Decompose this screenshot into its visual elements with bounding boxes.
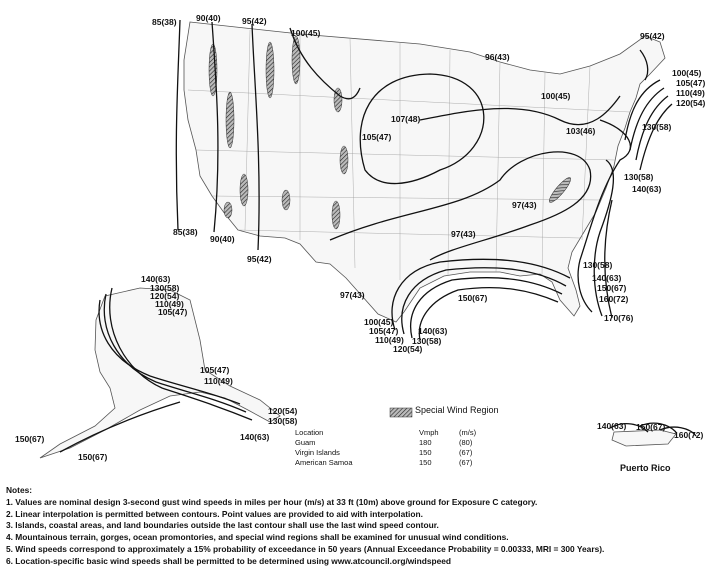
contour-label: 100(45) — [364, 317, 394, 327]
table-header-row — [295, 428, 482, 438]
note-item: 6. Location-specific basic wind speeds shall be permitted to be determined using www.atcouncil.org/windspeed — [6, 555, 452, 566]
contour-label: 170(76) — [604, 313, 634, 323]
table-cell: American Samoa — [295, 458, 353, 467]
contour-label: 85(38) — [152, 17, 177, 27]
contour-label: 105(47) — [369, 326, 399, 336]
contour-label: 150(67) — [636, 422, 666, 432]
contour-label: 105(47) — [676, 78, 706, 88]
contour-label: 100(45) — [541, 91, 571, 101]
contour-label: 150(67) — [597, 283, 627, 293]
contour-label: 140(63) — [141, 274, 171, 284]
contour-label: 85(38) — [173, 227, 198, 237]
contour-label: 130(58) — [642, 122, 672, 132]
contour-label: 140(63) — [240, 432, 270, 442]
contour-label: 160(72) — [674, 430, 704, 440]
contour-label: 110(49) — [375, 335, 404, 345]
table-cell: Guam — [295, 438, 316, 447]
table-row — [295, 448, 482, 458]
table-header: (m/s) — [459, 428, 477, 437]
contour-label: 160(72) — [599, 294, 629, 304]
contour-label: 100(45) — [291, 28, 321, 38]
table-cell: (67) — [459, 458, 473, 467]
note-item: 1. Values are nominal design 3-second gust wind speeds in miles per hour (m/s) at 33 ft (10m) above ground for Exposure C category. — [6, 496, 538, 507]
legend-swatch — [387, 406, 409, 415]
table-cell: 150 — [419, 448, 432, 457]
contour-label: 130(58) — [150, 283, 180, 293]
contour-label: 130(58) — [624, 172, 654, 182]
table-row — [295, 438, 482, 448]
contour-label: 150(67) — [78, 452, 108, 462]
legend — [387, 405, 499, 415]
contour-label: 140(63) — [597, 421, 627, 431]
contour-label: 105(47) — [158, 307, 188, 317]
contour-label: 110(49) — [204, 376, 233, 386]
contour-label: 110(49) — [155, 299, 184, 309]
contour-label: 110(49) — [676, 88, 705, 98]
contour-label: 120(54) — [676, 98, 706, 108]
territories-table — [295, 428, 482, 468]
contour-label: 95(42) — [247, 254, 272, 264]
table-cell: (67) — [459, 448, 473, 457]
contour-label: 105(47) — [200, 365, 230, 375]
contour-label: 95(42) — [242, 16, 267, 26]
contour-label: 103(46) — [566, 126, 596, 136]
note-item: 5. Wind speeds correspond to approximately a 15% probability of exceedance in 50 years (Annual Exceedance Probability = 0.00333, MRI = 300 Years). — [6, 543, 605, 554]
contour-label: 120(54) — [268, 406, 298, 416]
table-cell: (80) — [459, 438, 473, 447]
contour-label: 90(40) — [210, 234, 235, 244]
contour-label: 150(67) — [458, 293, 488, 303]
contour-label: 130(58) — [583, 260, 613, 270]
contour-label: 120(54) — [150, 291, 180, 301]
notes-title: Notes: — [6, 485, 33, 495]
contour-label: 120(54) — [393, 344, 423, 354]
notes — [6, 485, 722, 568]
contour-label: 95(42) — [640, 31, 665, 41]
note-item: 2. Linear interpolation is permitted between contours. Point values are provided to aid with interpolation. — [6, 508, 423, 519]
contour-label: 140(63) — [592, 273, 622, 283]
table-cell: 150 — [419, 458, 432, 467]
note-item: 4. Mountainous terrain, gorges, ocean promontories, and special wind regions shall be examined for unusual wind conditions. — [6, 532, 509, 543]
contour-label: 97(43) — [512, 200, 537, 210]
table-cell: Virgin Islands — [295, 448, 340, 457]
puerto-rico-outline — [612, 430, 676, 446]
table-cell: 180 — [419, 438, 432, 447]
contour-label: 107(48) — [391, 114, 421, 124]
contour-label: 140(63) — [418, 326, 448, 336]
contour-label: 140(63) — [632, 184, 662, 194]
note-item: 3. Islands, coastal areas, and land boundaries outside the last contour shall use the last wind speed contour. — [6, 520, 439, 531]
legend-label: Special Wind Region — [415, 405, 499, 415]
table-header: Location — [295, 428, 324, 437]
table-row — [295, 458, 482, 468]
puerto-rico-label: Puerto Rico — [620, 463, 671, 473]
contour-label: 97(43) — [340, 290, 365, 300]
contour-label: 105(47) — [362, 132, 392, 142]
contour-label: 130(58) — [268, 416, 298, 426]
contour-label: 90(40) — [196, 13, 221, 23]
contour-label: 97(43) — [451, 229, 476, 239]
table-header: Vmph — [419, 428, 439, 437]
contour-label: 100(45) — [672, 68, 702, 78]
contour-label: 130(58) — [412, 336, 442, 346]
contour-label: 96(43) — [485, 52, 510, 62]
contour-label: 150(67) — [15, 434, 45, 444]
